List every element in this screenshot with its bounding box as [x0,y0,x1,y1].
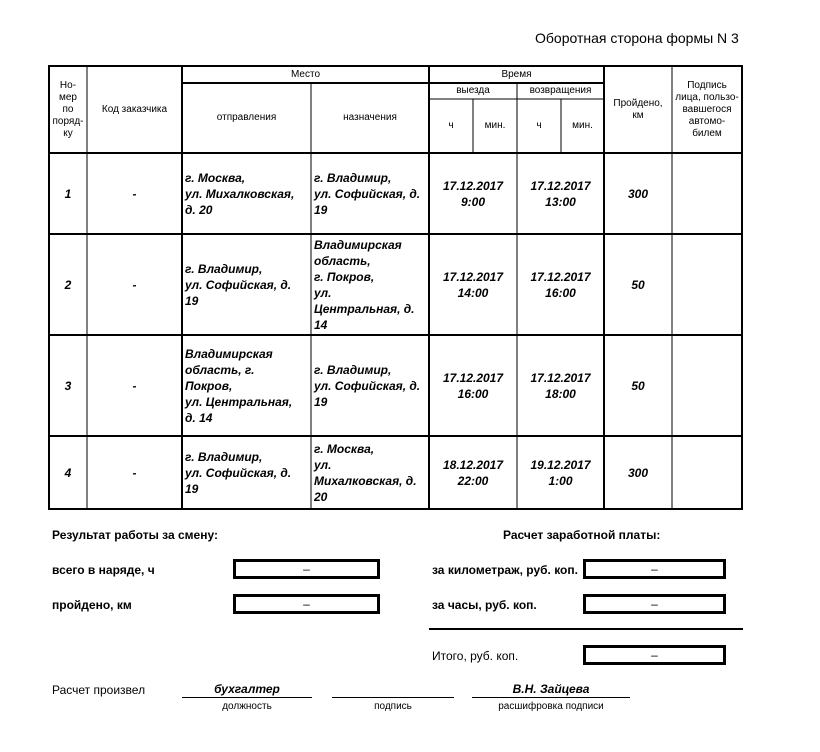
row-3-number: 3 [64,378,72,393]
header-customer-code: Код заказчика [101,103,168,115]
row-4-destination: г. Москва, ул. Михалковская, д. 20 [314,441,417,504]
header-return: возвращения [529,85,592,96]
row-1-number: 1 [64,186,72,201]
calculated-by-label: Расчет произвел [52,683,146,697]
distance-label: пройдено, км [52,598,132,612]
row-3-distance: 50 [631,378,645,393]
header-place: Место [290,68,321,80]
row-1-return-time: 17.12.2017 13:00 [530,178,591,209]
row-4-number: 4 [64,465,72,480]
row-3-customer-code: - [132,378,137,393]
total-hours-field[interactable]: – [233,559,380,579]
row-4-customer-code: - [132,465,137,480]
sign-caption: подпись [374,701,412,712]
row-3-return-time: 17.12.2017 18:00 [530,370,591,401]
header-exit-minutes: мин. [484,120,506,131]
row-1-distance: 300 [627,186,649,201]
sign-line [332,697,454,698]
mileage-pay-label: за километраж, руб. коп. [432,563,578,577]
header-destination: назначения [343,112,397,123]
row-2-departure: г. Владимир, ул. Софийская, д. 19 [185,261,292,308]
row-2-destination: Владимирская область, г. Покров, ул. Центральная, д. 14 [314,237,415,332]
row-1-departure: г. Москва, ул. Михалковская, д. 20 [185,170,295,217]
row-2-return-time: 17.12.2017 16:00 [530,269,591,300]
total-hours-label: всего в наряде, ч [52,563,155,577]
row-3-exit-time: 17.12.2017 16:00 [442,370,504,401]
hours-pay-label: за часы, руб. коп. [432,598,537,612]
row-4-return-time: 19.12.2017 1:00 [530,457,591,488]
salary-title: Расчет заработной платы: [503,528,661,542]
distance-field[interactable]: – [233,594,380,614]
header-return-minutes: мин. [572,120,593,131]
header-time: Время [501,68,532,80]
row-4-distance: 300 [627,465,649,480]
total-pay-label: Итого, руб. коп. [432,649,519,663]
results-title: Результат работы за смену: [52,528,218,542]
row-1-exit-time: 17.12.2017 9:00 [442,178,504,209]
row-2-distance: 50 [631,277,645,292]
mileage-pay-field[interactable]: – [583,559,726,579]
row-2-number: 2 [64,277,72,292]
header-return-hours: ч [536,120,542,131]
row-2-customer-code: - [132,277,137,292]
row-3-destination: г. Владимир, ул. Софийская, д. 19 [314,362,421,409]
total-divider [429,628,743,630]
row-4-exit-time: 18.12.2017 22:00 [442,457,504,488]
header-departure: отправления [216,112,277,123]
row-4-departure: г. Владимир, ул. Софийская, д. 19 [185,449,292,496]
position-value: бухгалтер [214,682,280,696]
name-line [472,697,630,698]
name-caption: расшифровка подписи [498,701,604,712]
header-number: Но- мер по поряд- ку [52,79,84,139]
total-pay-field[interactable]: – [583,645,726,665]
hours-pay-field[interactable]: – [583,594,726,614]
name-value: В.Н. Зайцева [512,682,590,696]
header-exit: выезда [456,85,490,96]
header-exit-hours: ч [448,120,454,131]
row-1-destination: г. Владимир, ул. Софийская, д. 19 [314,170,421,217]
row-2-exit-time: 17.12.2017 14:00 [442,269,504,300]
row-1-customer-code: - [132,186,137,201]
position-line [182,697,312,698]
header-distance: Пройдено, км [613,97,663,121]
position-caption: должность [222,701,272,712]
form-title: Оборотная сторона формы N 3 [535,30,739,46]
header-signature: Подпись лица, пользо- вавшегося автомо- билем [675,79,739,139]
row-3-departure: Владимирская область, г. Покров, ул. Центральная, д. 14 [185,346,293,425]
